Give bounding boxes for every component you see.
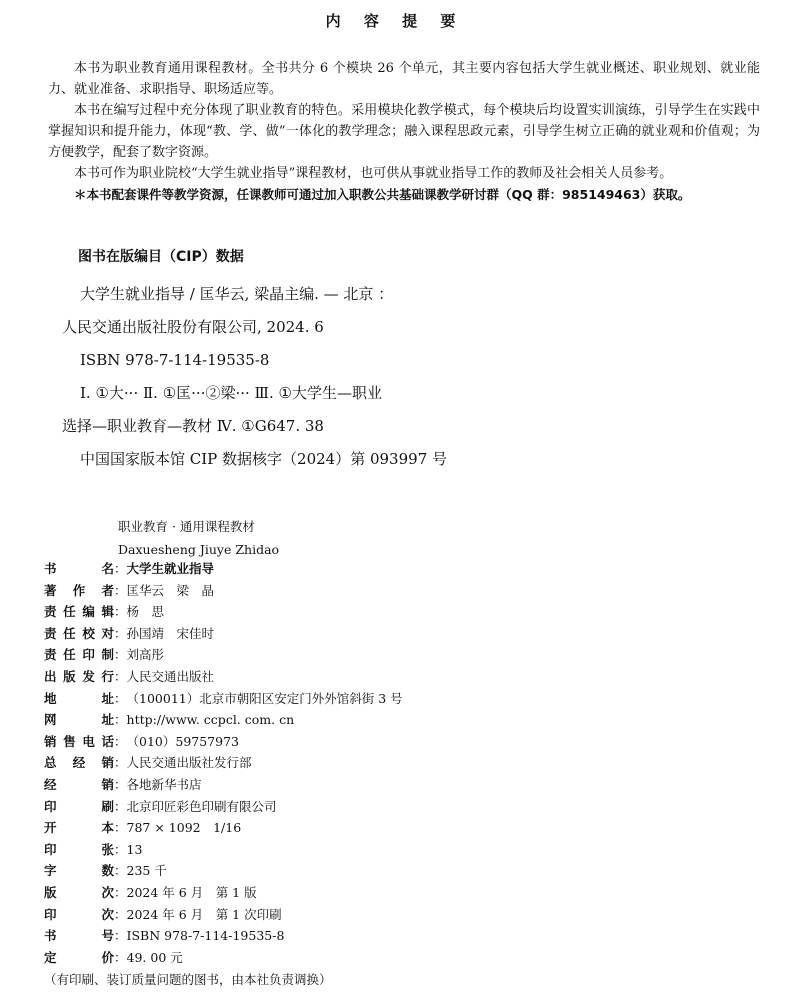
cip-line-record-number: 中国国家版本馆 CIP 数据核字（2024）第 093997 号 — [80, 450, 448, 468]
colophon-value: 13 — [126, 841, 143, 857]
colophon-row — [44, 796, 403, 818]
colophon-key: 书 名 — [44, 561, 114, 576]
colophon-row — [44, 925, 403, 947]
colophon-separator: ： — [114, 582, 127, 598]
colophon-row — [44, 580, 403, 602]
colophon-value: （010）59757973 — [126, 733, 239, 749]
colophon-value: 孙国靖 宋佳时 — [126, 625, 215, 641]
colophon-value: 235 千 — [126, 863, 167, 879]
colophon-value: 匡华云 梁 晶 — [126, 582, 215, 598]
colophon-key: 经 销 — [44, 776, 114, 792]
summary-paragraph-2: 本书在编写过程中充分体现了职业教育的特色。采用模块化教学模式，每个模块后均设置实训演练，引导学生在实践中掌握知识和提升能力，体现“教、学、做”一体化的教学理念；融入课程思政元素，引导学生树立正确的就业观和价值观；为方便教学，配套了数字资源。 — [48, 103, 760, 160]
colophon-key: 地 址 — [44, 690, 114, 706]
colophon-key: 定 价 — [44, 949, 114, 965]
colophon-separator: ： — [114, 755, 127, 771]
title-pinyin: Daxuesheng Jiuye Zhidao — [118, 542, 280, 557]
colophon-row — [44, 666, 403, 688]
colophon-key: 责任编辑 — [44, 604, 114, 620]
cip-line-classification: 选择—职业教育—教材 Ⅳ. ①G647. 38 — [62, 417, 324, 435]
teaching-resources-note: ＊本书配套课件等教学资源，任课教师可通过加入职教公共基础课教学研讨群（QQ 群：985149463）获取。 — [74, 187, 691, 202]
colophon-separator: ： — [114, 647, 127, 663]
colophon-separator: ： — [114, 820, 127, 836]
colophon-row — [44, 644, 403, 666]
colophon-row — [44, 860, 403, 882]
colophon-key: 印 次 — [44, 906, 114, 922]
colophon-value: 大学生就业指导 — [126, 561, 215, 576]
cip-line-subjects: Ⅰ. ①大··· Ⅱ. ①匡···②梁··· Ⅲ. ①大学生—职业 — [80, 384, 382, 402]
cip-line-isbn: ISBN 978-7-114-19535-8 — [80, 351, 270, 369]
cip-line-title: 大学生就业指导 / 匡华云, 梁晶主编. — 北京 ： — [80, 285, 394, 303]
colophon-separator: ： — [114, 841, 127, 857]
colophon-value: 杨 思 — [126, 604, 165, 620]
colophon-key: 总经销 — [44, 755, 114, 771]
colophon-key: 印 张 — [44, 841, 114, 857]
colophon-key: 著作者 — [44, 582, 114, 598]
series-info — [118, 515, 279, 561]
colophon-value: （100011）北京市朝阳区安定门外外馆斜街 3 号 — [126, 690, 403, 706]
colophon-separator: ： — [114, 798, 127, 814]
colophon-separator: ： — [114, 884, 127, 900]
colophon-key: 责任印制 — [44, 647, 114, 663]
colophon-value: 49. 00 元 — [126, 949, 183, 965]
colophon-separator: ： — [114, 712, 127, 728]
cip-line-publisher: 人民交通出版社股份有限公司, 2024. 6 — [62, 318, 324, 336]
colophon-value: 2024 年 6 月 第 1 次印刷 — [126, 906, 282, 922]
colophon-key: 书 号 — [44, 928, 114, 944]
colophon-row — [44, 839, 403, 861]
colophon-value: 2024 年 6 月 第 1 版 — [126, 884, 257, 900]
summary-heading: 内 容 提 要 — [325, 12, 465, 30]
colophon-row — [44, 558, 403, 580]
colophon-separator: ： — [114, 863, 127, 879]
series-name: 职业教育 · 通用课程教材 — [118, 519, 255, 534]
colophon-row — [44, 774, 403, 796]
colophon-key: 网 址 — [44, 712, 114, 728]
colophon-key: 销售电话 — [44, 733, 114, 749]
colophon-row — [44, 601, 403, 623]
colophon-key: 开 本 — [44, 820, 114, 836]
colophon-row — [44, 709, 403, 731]
colophon-value: 刘高彤 — [126, 647, 165, 663]
cip-heading: 图书在版编目（CIP）数据 — [78, 249, 244, 265]
colophon-separator: ： — [114, 776, 127, 792]
colophon-row — [44, 904, 403, 926]
colophon-key: 字 数 — [44, 863, 114, 879]
colophon-row — [44, 947, 403, 969]
colophon-value: 北京印匠彩色印刷有限公司 — [126, 798, 277, 814]
colophon-separator: ： — [114, 561, 127, 576]
summary-paragraph-3: 本书可作为职业院校“大学生就业指导”课程教材，也可供从事就业指导工作的教师及社会相关人员参考。 — [74, 166, 673, 181]
colophon-row — [44, 752, 403, 774]
cip-data-block — [62, 283, 762, 481]
colophon-row — [44, 882, 403, 904]
colophon-row — [44, 688, 403, 710]
colophon-separator: ： — [114, 906, 127, 922]
colophon-value: ISBN 978-7-114-19535-8 — [126, 928, 285, 944]
colophon-separator: ： — [114, 928, 127, 944]
colophon-table — [44, 558, 403, 968]
colophon-value: http://www. ccpcl. com. cn — [126, 712, 295, 728]
colophon-key: 印 刷 — [44, 798, 114, 814]
colophon-key: 责任校对 — [44, 625, 114, 641]
colophon-row — [44, 731, 403, 753]
content-summary — [48, 58, 760, 205]
colophon-separator: ： — [114, 625, 127, 641]
colophon-key: 出版发行 — [44, 668, 114, 684]
colophon-row — [44, 623, 403, 645]
colophon-key: 版 次 — [44, 884, 114, 900]
colophon-row — [44, 817, 403, 839]
colophon-separator: ： — [114, 949, 127, 965]
colophon-separator: ： — [114, 604, 127, 620]
colophon-value: 人民交通出版社 — [126, 668, 215, 684]
colophon-separator: ： — [114, 733, 127, 749]
summary-paragraph-1: 本书为职业教育通用课程教材。全书共分 6 个模块 26 个单元，其主要内容包括大学生就业概述、职业规划、就业能力、就业准备、求职指导、职场适应等。 — [48, 61, 760, 97]
colophon-separator: ： — [114, 668, 127, 684]
colophon-value: 人民交通出版社发行部 — [126, 755, 252, 771]
colophon-value: 787 × 1092 1/16 — [126, 820, 242, 836]
quality-notice: （有印刷、装订质量问题的图书，由本社负责调换） — [44, 972, 332, 987]
colophon-value: 各地新华书店 — [126, 776, 202, 792]
colophon-separator: ： — [114, 690, 127, 706]
